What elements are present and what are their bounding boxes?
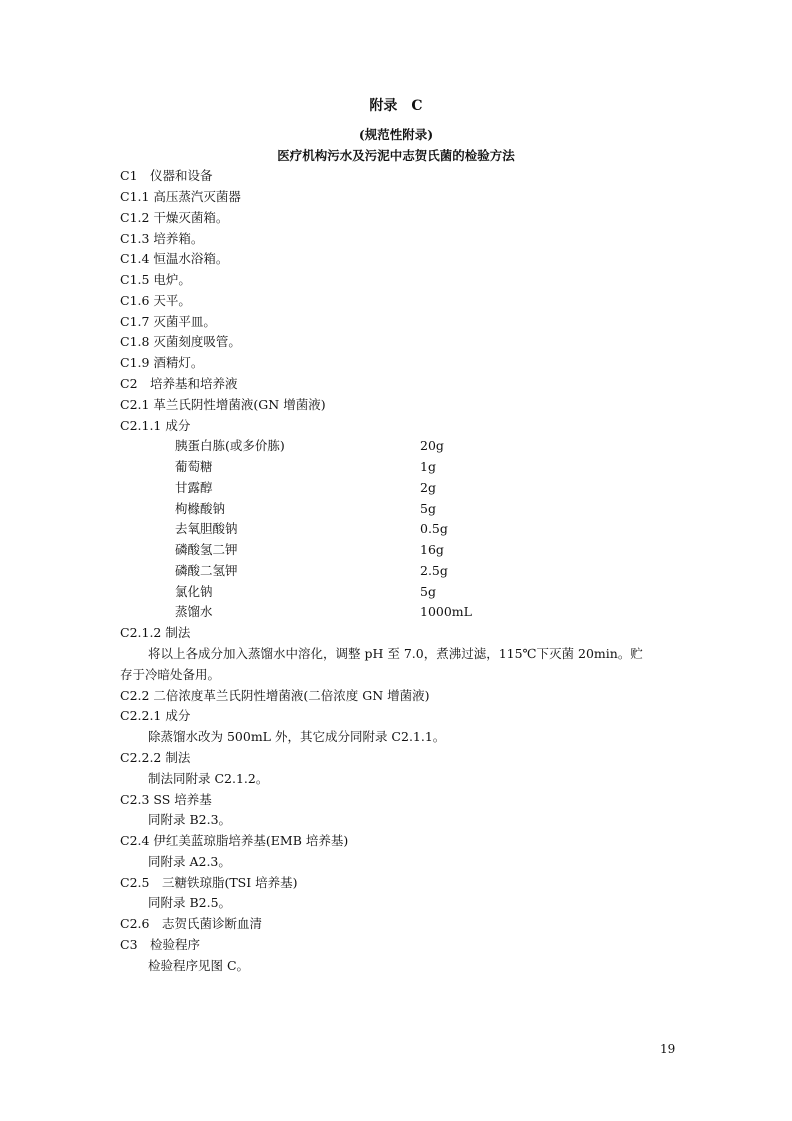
ingredient-name: 磷酸二氢钾 [175,563,238,578]
paragraph-c2-2-2: 制法同附录 C2.1.2。 [148,771,269,786]
item-c2-2-2: C2.2.2 制法 [120,750,191,765]
ingredient-amount: 1000mL [420,604,472,619]
ingredient-amount: 2.5g [420,563,448,578]
ingredient-name: 去氧胆酸钠 [175,521,238,536]
item-c2-6: C2.6 志贺氏菌诊断血清 [120,916,262,931]
ingredient-name: 枸橼酸钠 [175,501,226,516]
item-c2-2-1: C2.2.1 成分 [120,708,191,723]
item-c2-2: C2.2 二倍浓度革兰氏阴性增菌液(二倍浓度 GN 增菌液) [120,688,430,703]
section-c2-heading: C2 培养基和培养液 [120,376,238,391]
ingredient-name: 磷酸氢二钾 [175,542,238,557]
ingredient-name: 蒸馏水 [175,604,213,619]
ingredient-amount: 20g [420,438,444,453]
ingredient-amount: 1g [420,459,436,474]
document-title: 医疗机构污水及污泥中志贺氏菌的检验方法 [277,148,515,163]
item-c1-5: C1.5 电炉。 [120,272,191,287]
item-c1-6: C1.6 天平。 [120,293,191,308]
item-c1-3: C1.3 培养箱。 [120,231,204,246]
method-paragraph-line-2: 存于冷暗处备用。 [120,667,221,682]
ingredient-name: 胰蛋白胨(或多价胨) [175,438,285,453]
appendix-title: 附录 C [369,98,423,114]
paragraph-c3: 检验程序见图 C。 [148,958,250,973]
item-c1-4: C1.4 恒温水浴箱。 [120,251,229,266]
item-c2-1: C2.1 革兰氏阴性增菌液(GN 增菌液) [120,397,326,412]
item-c1-2: C1.2 干燥灭菌箱。 [120,210,229,225]
ingredient-amount: 16g [420,542,444,557]
appendix-type: (规范性附录) [358,127,434,142]
item-c1-7: C1.7 灭菌平皿。 [120,314,216,329]
paragraph-c2-5: 同附录 B2.5。 [148,895,232,910]
ingredient-name: 甘露醇 [175,480,213,495]
method-paragraph-line-1: 将以上各成分加入蒸馏水中溶化，调整 pH 至 7.0，煮沸过滤，115℃下灭菌 20min。贮 [148,646,643,661]
item-c2-5: C2.5 三糖铁琼脂(TSI 培养基) [120,875,298,890]
item-c2-1-2: C2.1.2 制法 [120,625,191,640]
item-c1-9: C1.9 酒精灯。 [120,355,204,370]
item-c1-1: C1.1 高压蒸汽灭菌器 [120,189,241,204]
ingredient-amount: 0.5g [420,521,448,536]
ingredient-amount: 2g [420,480,436,495]
section-c3-heading: C3 检验程序 [120,937,201,952]
page-number: 19 [660,1042,676,1056]
ingredient-amount: 5g [420,501,436,516]
item-c2-3: C2.3 SS 培养基 [120,792,212,807]
paragraph-c2-3: 同附录 B2.3。 [148,812,232,827]
item-c2-1-1: C2.1.1 成分 [120,418,191,433]
ingredient-name: 葡萄糖 [175,459,213,474]
paragraph-c2-4: 同附录 A2.3。 [148,854,231,869]
item-c1-8: C1.8 灭菌刻度吸管。 [120,334,241,349]
ingredient-name: 氯化钠 [175,584,213,599]
item-c2-4: C2.4 伊红美蓝琼脂培养基(EMB 培养基) [120,833,349,848]
paragraph-c2-2-1: 除蒸馏水改为 500mL 外，其它成分同附录 C2.1.1。 [148,729,446,744]
section-c1-heading: C1 仪器和设备 [120,168,213,183]
ingredient-amount: 5g [420,584,436,599]
